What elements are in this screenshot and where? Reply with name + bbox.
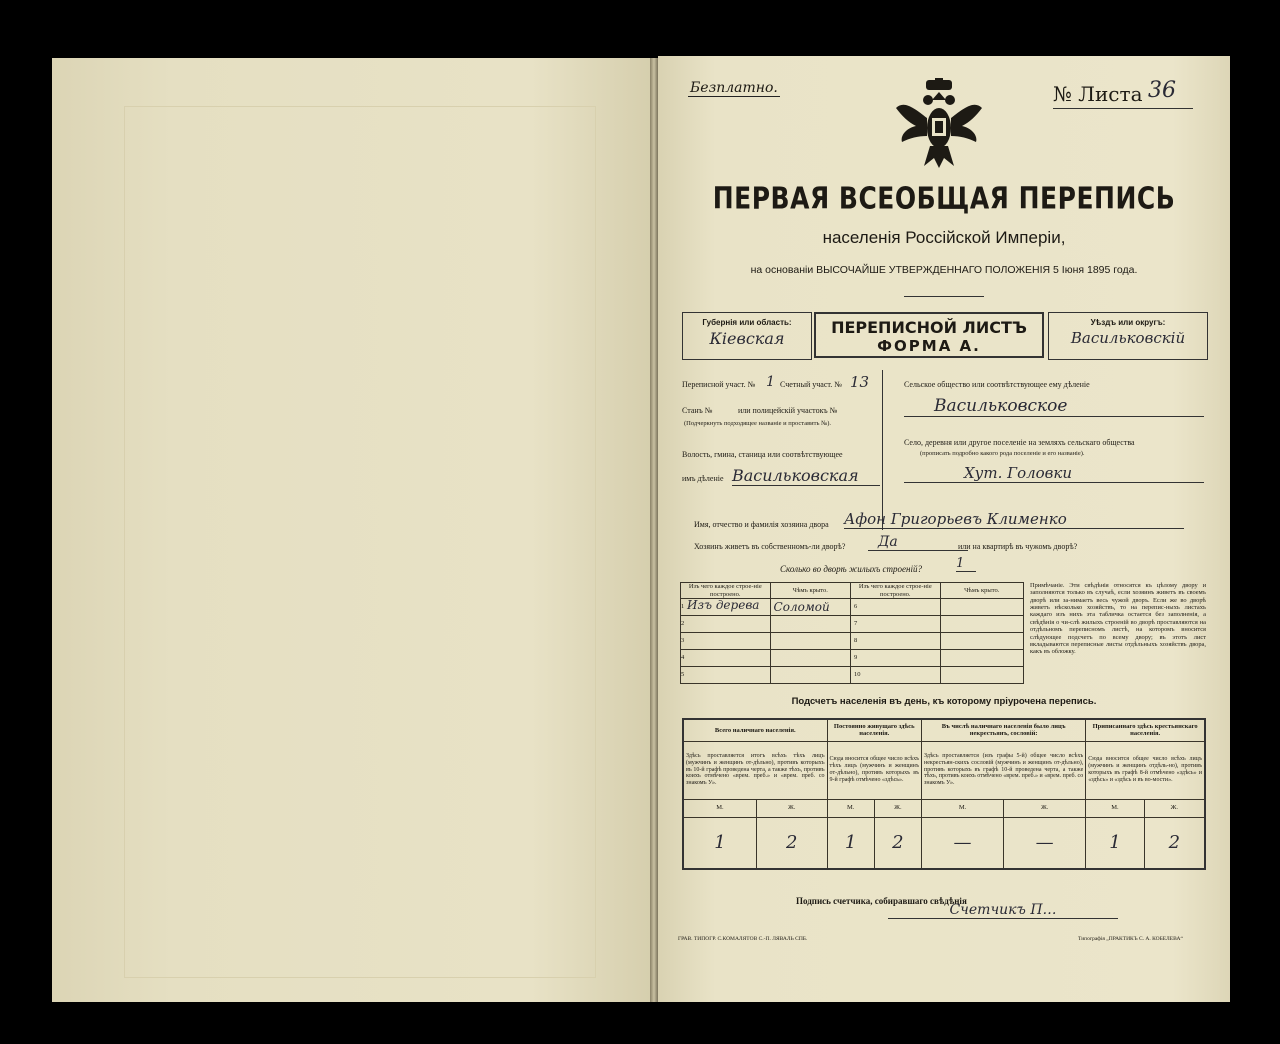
sheet-number-label: № Листа (1053, 82, 1143, 106)
location-fields-right (890, 370, 1210, 530)
buildings-col-roof-2: Чѣмъ крыто. (940, 583, 1023, 599)
census-district-label: Переписной участ. № (682, 380, 756, 389)
gubernia-value: Кіевская (709, 329, 785, 348)
free-label: Безплатно. (690, 80, 778, 96)
society-value: Васильковское (904, 396, 1204, 417)
buildings-count-label: Сколько во дворѣ жилыхъ строеній? (780, 564, 922, 574)
left-page (52, 58, 650, 1002)
row-number: 3 (681, 633, 771, 650)
buildings-col-material: Изъ чего каждое строе-ніе построено. (681, 583, 771, 599)
stan-label: Станъ № (682, 406, 713, 415)
count-col-head-3: Въ числѣ наличнаго населенія было лицъ некрестьянъ, сословій: (922, 719, 1086, 741)
left-page-frame (124, 106, 596, 978)
row-material: Изъ дерева (687, 598, 760, 612)
sheet-number-underline (1053, 108, 1193, 109)
owner-value: Афон Григорьевъ Клименко (844, 510, 1184, 529)
row-number: 6 (851, 599, 941, 616)
row-number: 1 (681, 603, 685, 611)
count-col-head-2: Постоянно живущаго здѣсь населенія. (827, 719, 921, 741)
row-number: 2 (681, 616, 771, 633)
table-row (681, 650, 1024, 667)
total-female-value: 2 (756, 817, 827, 869)
zh-label: Ж. (874, 799, 921, 817)
row-number: 10 (851, 667, 941, 684)
population-count-table (682, 718, 1206, 870)
form-subtitle-a: ФОРМА А. (877, 337, 981, 355)
count-col-desc-2: Сюда вносится общее число всѣхъ тѣхъ лицъ (мужчинъ и женщинъ от-дѣльно), противъ которыхъ въ 9-й графѣ отмѣчено «здѣсь». (827, 741, 921, 799)
zh-label: Ж. (1144, 799, 1205, 817)
row-number: 9 (851, 650, 941, 667)
buildings-count-value: 1 (956, 556, 976, 572)
count-district-value: 13 (850, 373, 870, 391)
imperial-eagle-icon (894, 78, 984, 170)
m-label: М. (683, 799, 756, 817)
gubernia-label: Губернія или область: (702, 318, 792, 327)
count-title: Подсчетъ населенія въ день, къ которому пріурочена перепись. (791, 696, 1097, 707)
buildings-table (680, 582, 1024, 684)
uezd-box (1048, 312, 1208, 360)
lives-own-label: Хозяинъ живетъ въ собственномъ-ли дворѣ? (694, 542, 846, 551)
m-label: М. (1086, 799, 1144, 817)
m-label: М. (922, 799, 1004, 817)
non-peasant-male-value: — (922, 817, 1004, 869)
row-roof: Соломой (770, 599, 850, 616)
count-col-desc-4: Сюда вносится общее число всѣхъ лицъ (мужчинъ и женщинъ отдѣль-но), противъ которыхъ въ графѣ 8-й отмѣчено «здѣсь» и «здѣсь» и «здѣсь и въ во-мости». (1086, 741, 1205, 799)
form-title-box (814, 312, 1044, 358)
printer-right-imprint: Типографія „ПРАКТИКЪ С. А. КОБЕЛЕВА“ (1078, 936, 1183, 942)
count-col-head-4: Приписаннаго здѣсь крестьянскаго населенія. (1086, 719, 1205, 741)
volost-label: Волость, гмина, станица или соотвѣтствующее (682, 450, 843, 459)
buildings-col-roof: Чѣмъ крыто. (770, 583, 850, 599)
form-title: ПЕРЕПИСНОЙ ЛИСТЪ (831, 318, 1027, 337)
lives-other-label: или на квартирѣ въ чужомъ дворѣ? (958, 542, 1078, 551)
police-district-label: или полицейскій участокъ № (738, 406, 838, 415)
m-label: М. (827, 799, 874, 817)
census-form-page (658, 56, 1230, 1002)
sheet-number-value: 36 (1148, 78, 1176, 103)
printer-left-imprint: ГРАВ. ТИПОГР. С.КОМАЛЯТОВ С.-П. ЛЯВАЛЬ СПБ. (678, 936, 808, 942)
row-number: 5 (681, 667, 771, 684)
form-basis-text: на основаніи ВЫСОЧАЙШЕ УТВЕРЖДЕННАГО ПОЛОЖЕНІЯ 5 Іюня 1895 года. (750, 264, 1138, 276)
location-fields-left (682, 370, 883, 530)
table-row (681, 599, 1024, 616)
society-label: Сельское общество или соотвѣтствующее ему дѣленіе (904, 380, 1090, 389)
table-row (681, 667, 1024, 684)
census-district-value: 1 (766, 374, 775, 390)
count-col-desc-3: Здѣсь проставляется (изъ графы 5-й) общее число всѣхъ некрестьян-скихъ сословій (мужчинъ и женщинъ от-дѣльно), противъ которыхъ въ графѣ 10-й проведена черта, а также тѣхъ, противъ коихъ отмѣчено «врем. преб.» и «врем. преб. со знакомъ У». (922, 741, 1086, 799)
zh-label: Ж. (1004, 799, 1086, 817)
buildings-col-material-2: Изъ чего каждое строе-ніе построено. (851, 583, 941, 599)
form-subtitle: населенія Россійской Имперіи, (822, 228, 1066, 247)
peasant-female-value: 2 (1144, 817, 1205, 869)
stan-note: (Подчеркнуть подходящее названіе и проставить №). (684, 420, 832, 427)
book-spine (650, 58, 658, 1002)
zh-label: Ж. (756, 799, 827, 817)
count-district-label: Счетный участ. № (780, 380, 842, 389)
row-number: 7 (851, 616, 941, 633)
non-peasant-female-value: — (1004, 817, 1086, 869)
volost-value: Васильковская (732, 466, 880, 486)
signature-label: Подпись счетчика, собиравшаго свѣдѣнія (796, 896, 967, 906)
buildings-note: Примѣчаніе. Эти свѣдѣнія относятся къ цѣлому двору и заполняются только въ случаѣ, если хозяинъ живетъ въ своемъ дворѣ или за-нимаетъ весь чужой дворъ. Если же во дворѣ живетъ нѣсколько хозяйствъ, то на перепис-ныхъ листахъ каждаго изъ нихъ эта табличка остается без заполненія, а свѣдѣнія о чи-слѣ жилыхъ строеній во дворѣ проставляются на отдѣльномъ переписномъ листѣ, на которомъ вносится слѣдующее подсчетъ по всему двору; въ этотъ лист вкладываются переписные листы отдѣльныхъ хозяйствъ двора, какъ въ обложку. (1030, 582, 1206, 656)
ornament-divider (904, 296, 984, 297)
total-male-value: 1 (683, 817, 756, 869)
table-row (681, 633, 1024, 650)
signature-value: Счетчикъ П… (888, 902, 1118, 919)
lives-own-value: Да (868, 534, 968, 551)
table-row (681, 616, 1024, 633)
gubernia-box (682, 312, 812, 360)
volost-label-2: имъ дѣленіе (682, 474, 724, 483)
owner-label: Имя, отчество и фамилія хозяина двора (694, 520, 829, 529)
count-col-desc-1: Здѣсь проставляется итогъ всѣхъ тѣхъ лицъ (мужчинъ и женщинъ от-дѣльно), противъ которыхъ въ 10-й графѣ проведена черта, а также тѣхъ, противъ коихъ отмѣчено «врем. преб.» и «врем. преб. со знакомъ У». (683, 741, 827, 799)
village-value: Хут. Головки (904, 464, 1204, 483)
village-label: Село, деревня или другое поселеніе на земляхъ сельскаго общества (904, 438, 1135, 447)
village-note: (прописать подробно какого рода поселеніе и его названіе). (920, 450, 1085, 457)
form-main-title: ПЕРВАЯ ВСЕОБЩАЯ ПЕРЕПИСЬ (712, 181, 1176, 216)
uezd-label: Уѣздъ или округъ: (1090, 318, 1166, 327)
count-col-head-1: Всего наличнаго населенія. (683, 719, 827, 741)
permanent-male-value: 1 (827, 817, 874, 869)
peasant-male-value: 1 (1086, 817, 1144, 869)
uezd-value: Васильковскій (1070, 329, 1186, 347)
row-number: 8 (851, 633, 941, 650)
permanent-female-value: 2 (874, 817, 921, 869)
row-number: 4 (681, 650, 771, 667)
